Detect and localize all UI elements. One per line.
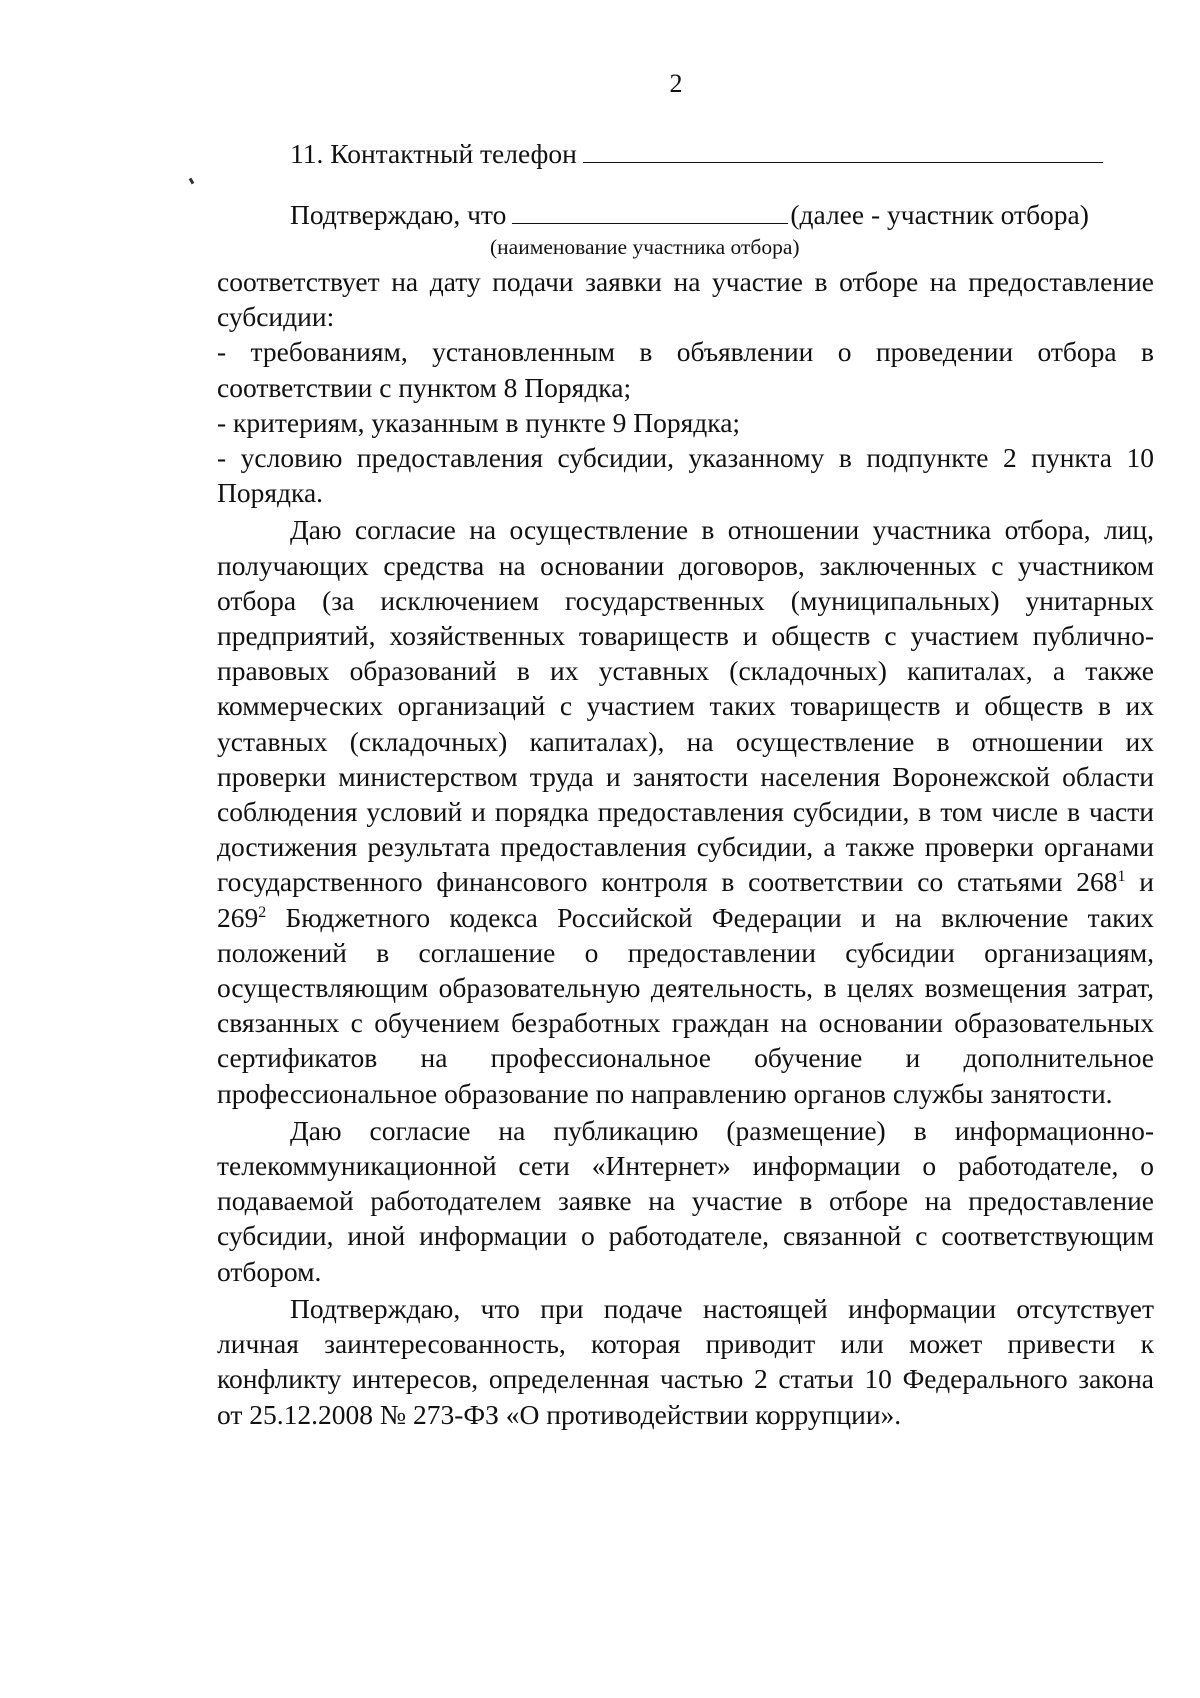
participant-name-caption: (наименование участника отбора) [490,235,800,259]
requirement-item-2: - критериям, указанным в пункте 9 Порядка; [217,406,741,438]
consent-text-part-1: Даю согласие на осуществление в отношении участника отбора, лиц, получающих средства на основании договоров, заключенных с участником отбора (за исключением государственных (муниципальных) унитарных предприятий, хозяйственных товариществ и обществ с участием публично-правовых образований в их уставных (складочных) капиталах, а также коммерческих организаций с участием таких товариществ и обществ в их уставных (складочных) капиталах), на осуществление в отношении их проверки министерством труда и занятости населения Воронежской области соблюдения условий и порядка предоставления субсидии, в том числе в части достижения результата предоставления субсидии, а также проверки органами государственного финансового контроля в соответствии со статьями 268 [217,514,1154,898]
no-conflict-paragraph: Подтверждаю, что при подаче настоящей информации отсутствует личная заинтересованность, которая приводит или может привести к конфликту интересов, определенная частью 2 статьи 10 Федерального закона от 25.12.2008 № 273-ФЗ «О противодействии коррупции». [217,1292,1154,1430]
contact-phone-label: 11. Контактный телефон [290,138,577,169]
contact-phone-blank [583,140,1103,163]
document-body [217,264,1154,1432]
intro-paragraph: соответствует на дату подачи заявки на участие в отборе на предоставление субсидии: [217,266,1154,333]
participant-name-blank [512,201,788,224]
requirement-item-1: - требованиям, установленным в объявлении о проведении отбора в соответствии с пунктом 8 Порядка; [217,336,1154,403]
scan-mark [189,178,195,185]
participant-confirm-line [290,197,1089,232]
confirm-prefix: Подтверждаю, что [290,199,507,230]
contact-phone-line [290,136,1103,171]
article-superscript-2: 2 [258,903,267,921]
confirm-suffix: (далее - участник отбора) [790,199,1089,230]
consent-text-part-3: Бюджетного кодекса Российской Федерации и на включение таких положений в соглашение о предоставлении субсидии организациям, осуществляющим образовательную деятельность, в целях возмещения затрат, связанных с обучением безработных граждан на основании образовательных сертификатов на профессиональное обучение и дополнительное профессиональное образование по направлению органов службы занятости. [217,901,1154,1109]
consent-publication-paragraph: Даю согласие на публикацию (размещение) в информационно-телекоммуникационной сети «Интернет» информации о работодателе, о подаваемой работодателем заявке на участие в отборе на предоставление субсидии, иной информации о работодателе, связанной с соответствующим отбором. [217,1114,1154,1287]
article-superscript-1: 1 [1117,868,1126,886]
consent-verification-paragraph [217,512,1154,1110]
requirement-item-3: - условию предоставления субсидии, указанному в подпункте 2 пункта 10 Порядка. [217,442,1154,509]
page-number: 2 [669,69,683,98]
consent-text-part-2: и 269 [217,866,1154,933]
